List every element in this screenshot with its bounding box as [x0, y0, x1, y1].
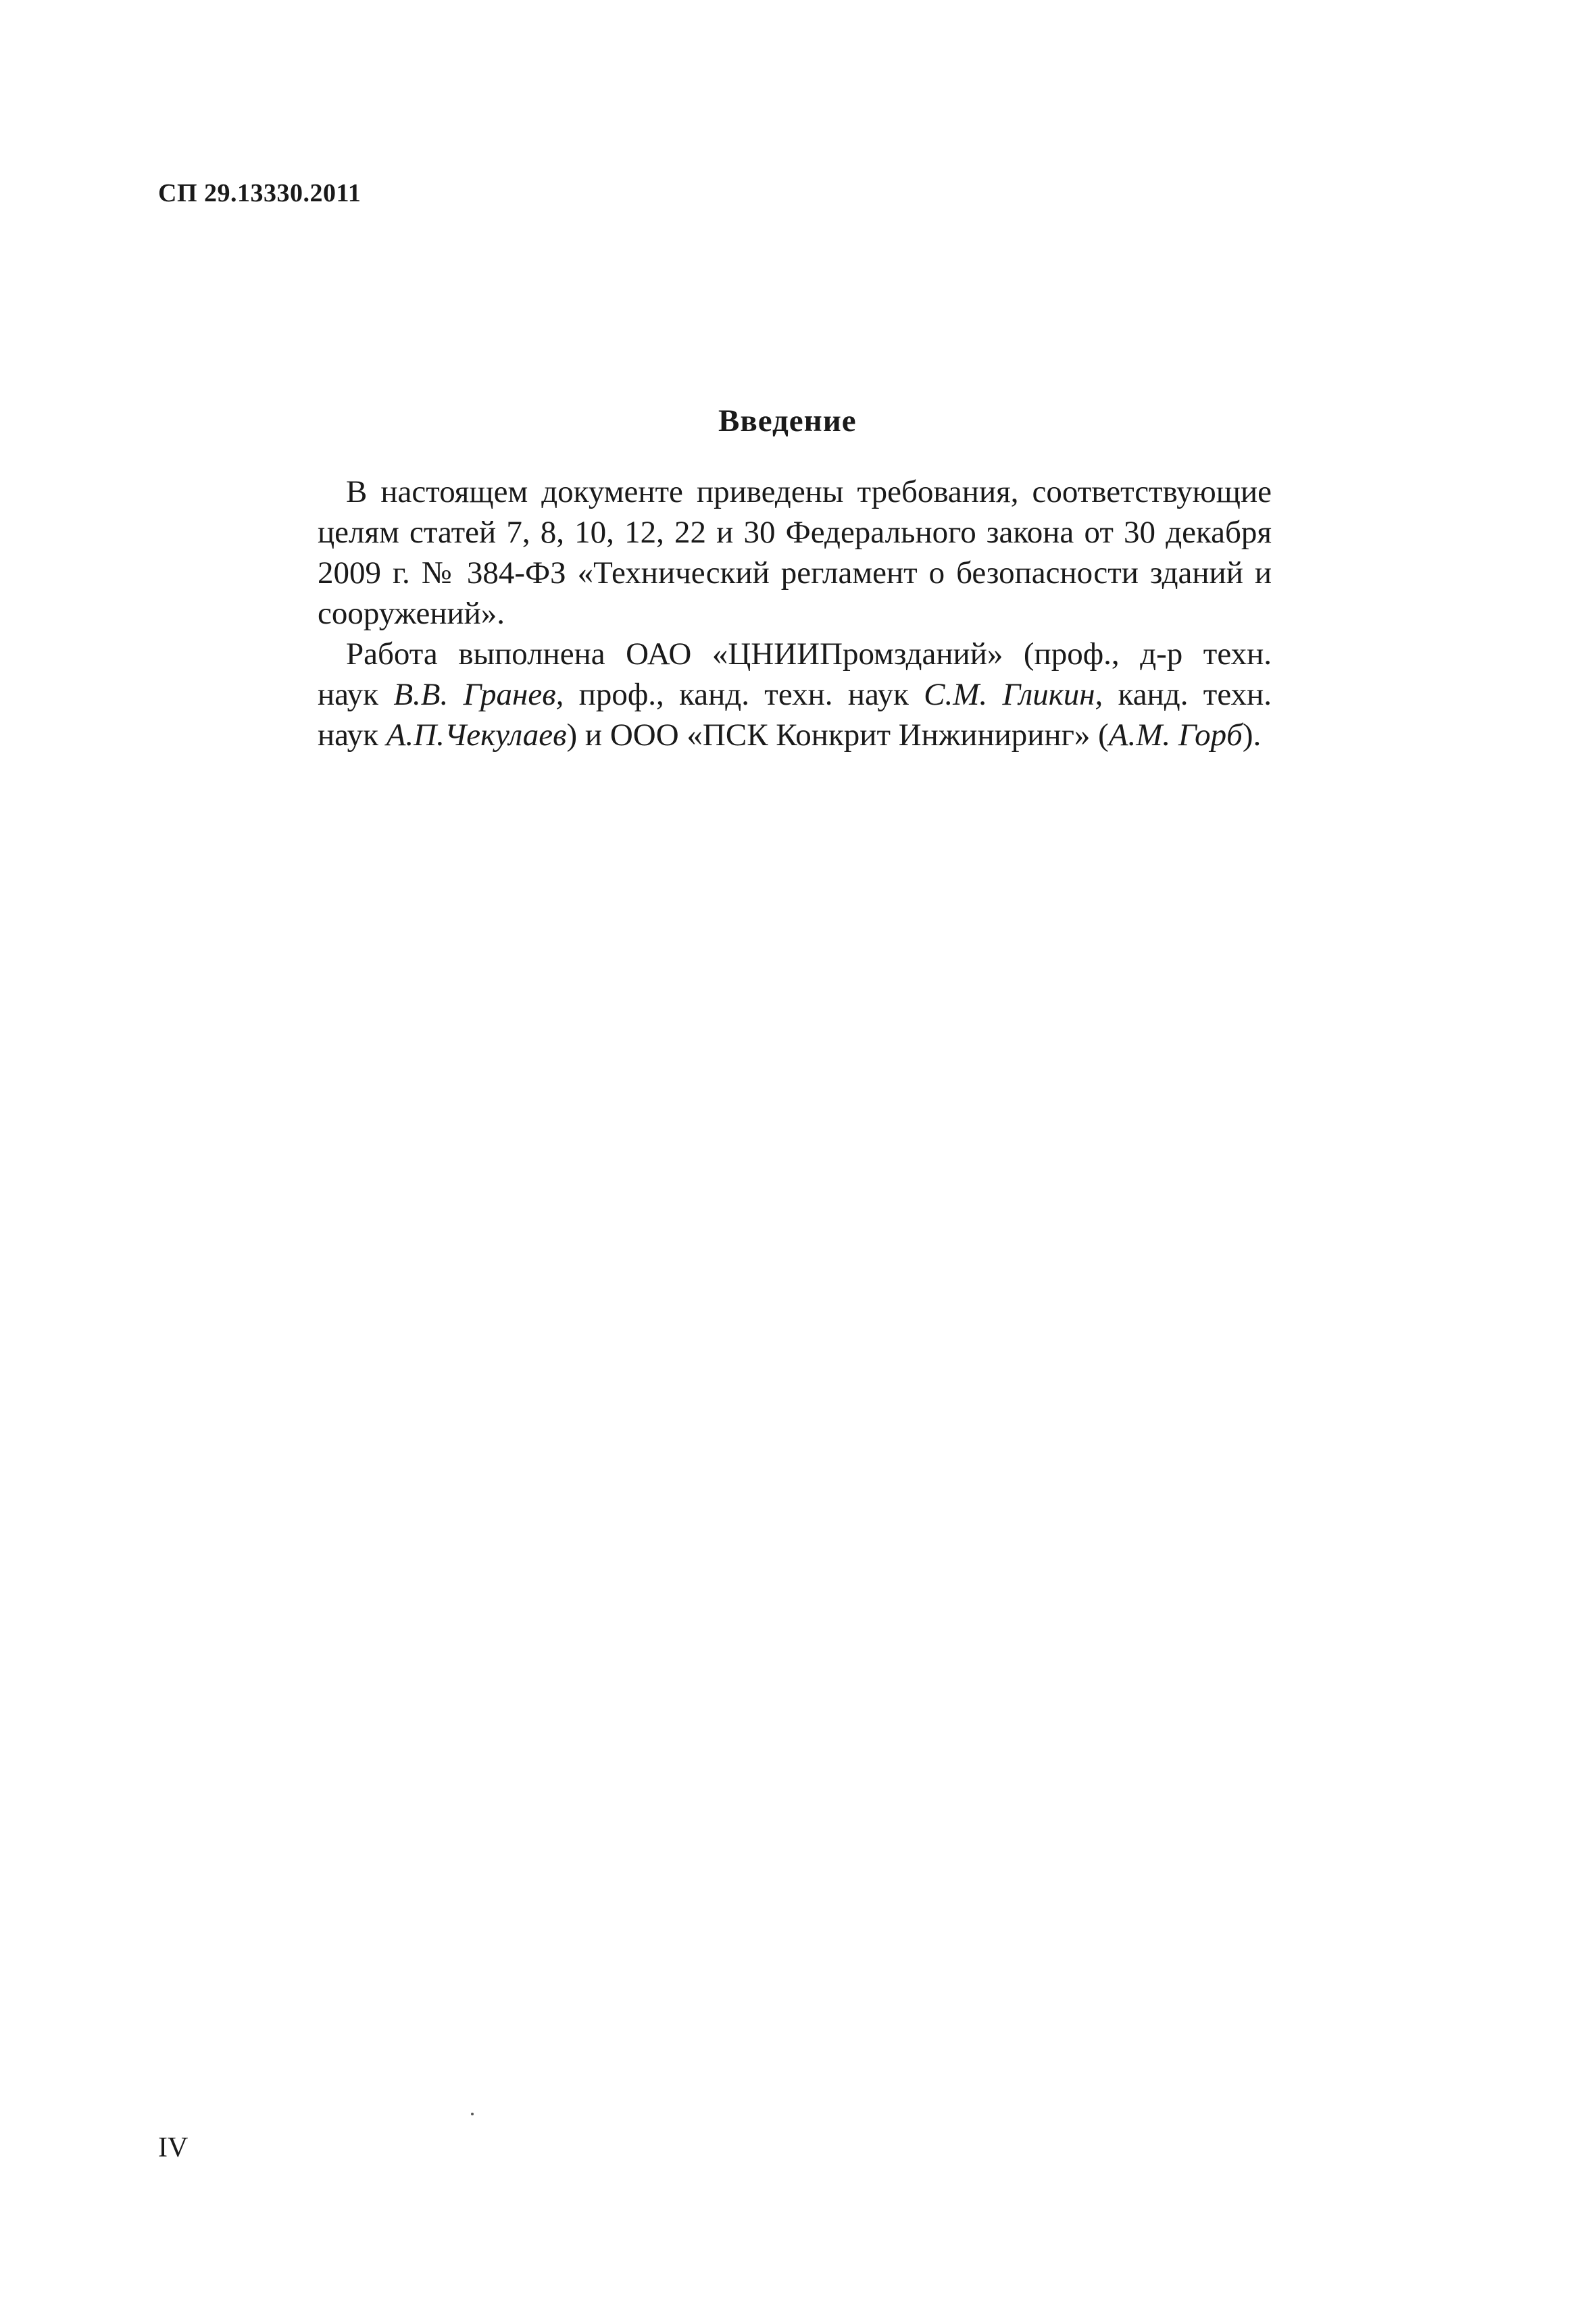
author-name: А.М. Горб [1108, 718, 1243, 753]
text-line [318, 715, 1272, 755]
text-line: сооружений». [318, 596, 505, 631]
page-number: IV [158, 2132, 189, 2163]
author-name: В.В. Гранев, [393, 677, 564, 712]
paragraph-intro [318, 472, 1272, 634]
section-title: Введение [718, 403, 857, 438]
text-fragment: наук [318, 718, 386, 753]
paragraph-authors [318, 634, 1272, 755]
text-fragment: ). [1242, 718, 1262, 753]
document-code: СП 29.13330.2011 [158, 179, 361, 207]
author-name: С.М. Гликин, [924, 677, 1103, 712]
author-name: А.П.Чекулаев [386, 718, 567, 753]
text-fragment: наук [318, 677, 394, 712]
text-fragment: ) и ООО «ПСК Конкрит Инжиниринг» ( [566, 718, 1109, 753]
text-line [318, 674, 1272, 715]
text-fragment: проф., канд. техн. наук [564, 677, 924, 712]
text-line: В настоящем документе приведены требования, соответствующие [346, 474, 1272, 509]
text-line: 2009 г. № 384-ФЗ «Технический регламент о безопасности зданий и [318, 555, 1272, 590]
scan-speck [471, 2113, 474, 2115]
text-line: Работа выполнена ОАО «ЦНИИПромзданий» (проф., д-р техн. [346, 636, 1272, 672]
text-line: целям статей 7, 8, 10, 12, 22 и 30 Федерального закона от 30 декабря [318, 515, 1272, 550]
text-fragment: канд. техн. [1103, 677, 1272, 712]
body-text [318, 472, 1272, 755]
